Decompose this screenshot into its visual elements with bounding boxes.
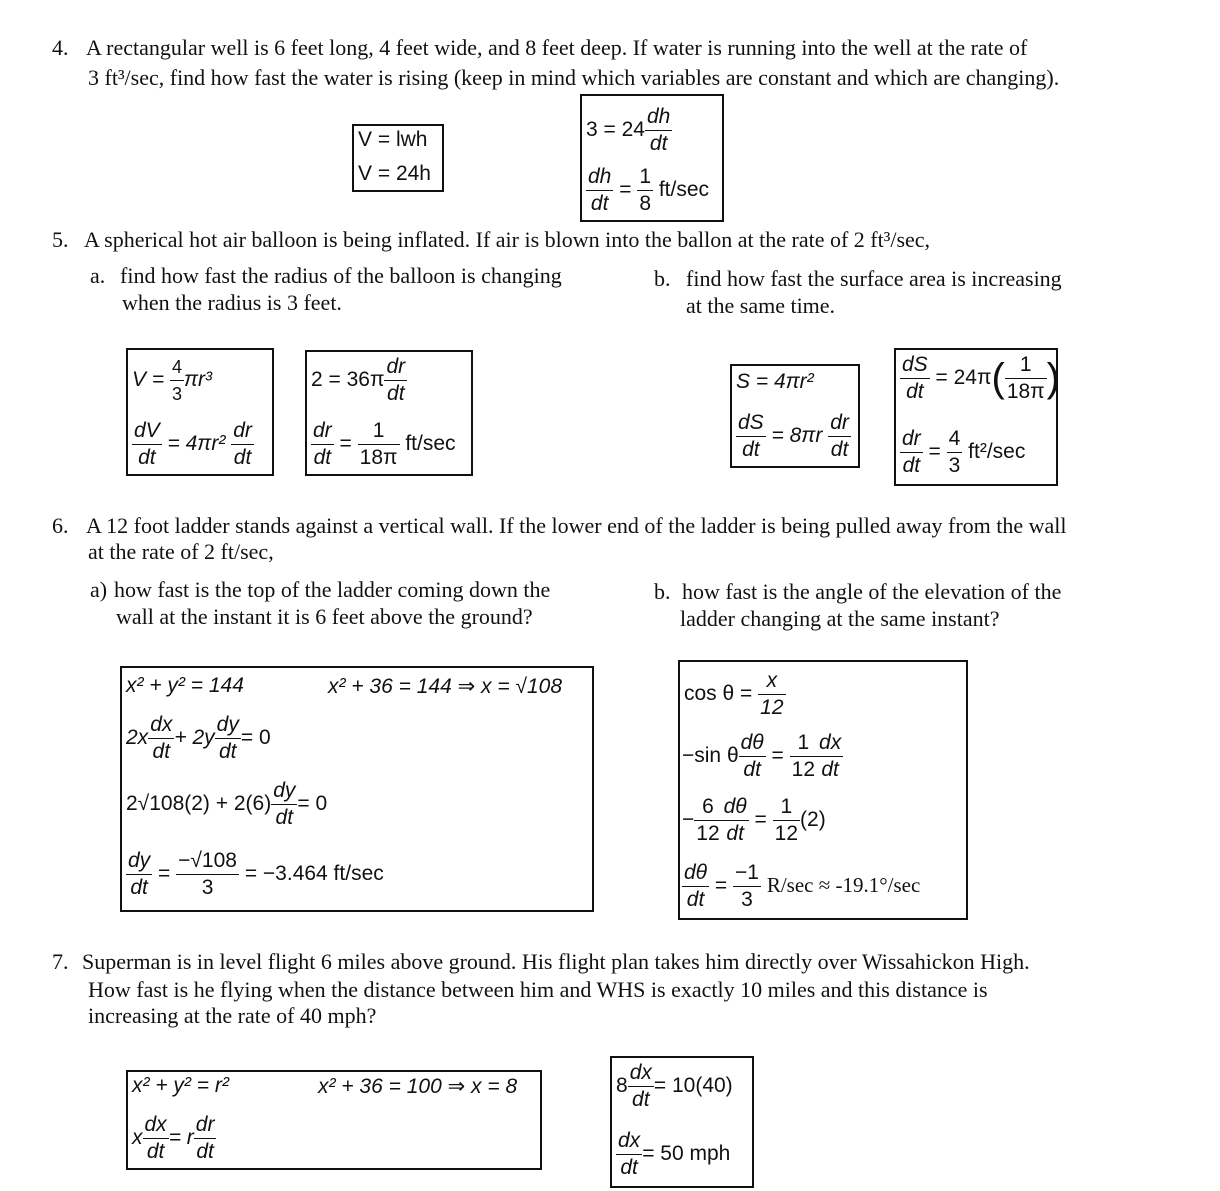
text: 8 bbox=[616, 1074, 628, 1098]
frac-den: 18π bbox=[359, 446, 398, 469]
frac-num: dS bbox=[900, 352, 930, 379]
p6-boxB-line1 bbox=[684, 668, 786, 721]
frac-num: dx bbox=[628, 1060, 654, 1087]
frac-num: 1 bbox=[637, 164, 653, 191]
frac-den: dt bbox=[632, 1088, 650, 1111]
frac-num: 1 bbox=[1005, 352, 1047, 379]
p5-part-a-line1: find how fast the radius of the balloon is changing bbox=[120, 263, 562, 288]
p6-part-b-label: b. bbox=[654, 579, 671, 604]
text: = 8πr bbox=[771, 424, 823, 448]
frac-den: 12 bbox=[760, 696, 784, 719]
p7-boxA-line1-right: x² + 36 = 100 ⇒ x = 8 bbox=[318, 1075, 518, 1098]
p6-part-b-line1: how fast is the angle of the elevation of the bbox=[682, 579, 1062, 604]
frac-num: dy bbox=[271, 778, 297, 805]
frac-den: dt bbox=[218, 740, 237, 763]
p5-box-surface-area bbox=[730, 364, 860, 468]
problem-4-number: 4. bbox=[52, 35, 69, 60]
p4-rate-line1 bbox=[586, 104, 672, 157]
problem-7-number: 7. bbox=[52, 949, 69, 974]
frac-num: dr bbox=[828, 410, 851, 437]
text: = 0 bbox=[240, 726, 271, 750]
problem-6-text-line1: A 12 foot ladder stands against a vertical wall. If the lower end of the ladder is being pulled away from the wall bbox=[86, 513, 1067, 538]
text: (2) bbox=[800, 808, 826, 832]
frac-num: dθ bbox=[739, 730, 766, 757]
p6-boxA-line3 bbox=[126, 778, 327, 831]
p6-boxA-line1-right: x² + 36 = 144 ⇒ x = √108 bbox=[328, 675, 563, 698]
text: = 24π bbox=[935, 366, 992, 390]
problem-6-text-line2: at the rate of 2 ft/sec, bbox=[88, 539, 274, 564]
p5-box-radius-rate bbox=[305, 350, 473, 476]
p6-boxA-line2 bbox=[126, 712, 271, 765]
p7-boxB-line1 bbox=[616, 1060, 733, 1113]
frac-den: dt bbox=[387, 382, 405, 405]
problem-5-text-line1: A spherical hot air balloon is being inflated. If air is blown into the ballon at the rate of 2 ft³/sec, bbox=[84, 227, 931, 252]
problem-7-text-line1: Superman is in level flight 6 miles above ground. His flight plan takes him directly over Wissahickon High. bbox=[82, 949, 1030, 974]
frac-den: 3 bbox=[171, 384, 182, 404]
problem-7-text-line2: How fast is he flying when the distance between him and WHS is exactly 10 miles and this distance is bbox=[88, 977, 988, 1002]
p7-box-speed bbox=[610, 1056, 754, 1188]
frac-num: dr bbox=[194, 1112, 217, 1139]
frac-num: dx bbox=[143, 1112, 169, 1139]
equals: = bbox=[339, 432, 352, 456]
problem-5-number: 5. bbox=[52, 227, 69, 252]
frac-den: dt bbox=[906, 380, 924, 403]
frac-den: dt bbox=[146, 1140, 165, 1163]
p7-boxB-line2 bbox=[616, 1128, 730, 1181]
p5-box4-line2 bbox=[900, 426, 1025, 479]
frac-num: x bbox=[758, 668, 785, 695]
result: R/sec ≈ -19.1°/sec bbox=[766, 873, 921, 898]
frac-num: dy bbox=[215, 712, 241, 739]
p5-box3-line2 bbox=[736, 410, 851, 463]
text: 2x bbox=[126, 726, 149, 750]
p5-box2-line2 bbox=[311, 418, 456, 471]
frac-num: 4 bbox=[170, 354, 184, 381]
p4-equation-box-volume bbox=[352, 124, 444, 192]
frac-num: dx bbox=[616, 1128, 642, 1155]
text: = r bbox=[168, 1126, 194, 1150]
p5-box3-line1: S = 4πr² bbox=[736, 370, 814, 393]
problem-4-text-line1: A rectangular well is 6 feet long, 4 feet wide, and 8 feet deep. If water is running into the well at the rate of bbox=[86, 35, 1028, 60]
frac-den: 8 bbox=[639, 192, 651, 215]
p4-eq-line: V = 24h bbox=[358, 162, 431, 185]
frac-den: dt bbox=[686, 888, 705, 911]
p5-box1-line1 bbox=[132, 354, 212, 407]
p6-part-a-line1: how fast is the top of the ladder coming down the bbox=[114, 577, 551, 602]
equals: = bbox=[714, 874, 728, 898]
p4-equation-box-rate bbox=[580, 94, 724, 222]
p6-boxB-line3 bbox=[682, 794, 826, 847]
frac-den: dt bbox=[649, 132, 668, 155]
frac-den: dt bbox=[590, 192, 609, 215]
text: cos θ = bbox=[684, 682, 753, 706]
text: V = bbox=[132, 368, 170, 392]
p5-box-surface-rate bbox=[894, 348, 1058, 486]
frac-den: dt bbox=[726, 822, 744, 845]
equals: = bbox=[928, 440, 941, 464]
p6-box-angle-rate bbox=[678, 660, 968, 920]
p4-rate-line2 bbox=[586, 164, 709, 217]
p7-boxA-line1: x² + y² = r² bbox=[132, 1074, 229, 1097]
frac-num: dr bbox=[231, 418, 254, 445]
p5-part-a-label: a. bbox=[90, 263, 106, 288]
frac-den: 3 bbox=[201, 876, 214, 899]
frac-num: −√108 bbox=[176, 848, 239, 875]
frac-num: dθ bbox=[682, 860, 709, 887]
frac-num: dh bbox=[586, 164, 613, 191]
frac-den: 12 bbox=[774, 822, 799, 845]
frac-den: dt bbox=[152, 740, 171, 763]
frac-den: 3 bbox=[948, 454, 961, 477]
frac-num: 1 bbox=[790, 730, 817, 757]
p7-boxA-line2 bbox=[132, 1112, 216, 1165]
frac-num: dy bbox=[126, 848, 152, 875]
frac-den: 12 bbox=[696, 822, 720, 845]
p5-part-b-label: b. bbox=[654, 266, 671, 291]
text: + 2y bbox=[174, 726, 215, 750]
problem-6-number: 6. bbox=[52, 513, 69, 538]
unit: ft/sec bbox=[405, 432, 456, 456]
p6-part-b-line2: ladder changing at the same instant? bbox=[680, 606, 1000, 631]
frac-den: dt bbox=[233, 446, 252, 469]
text: πr³ bbox=[183, 368, 213, 392]
frac-num: dr bbox=[311, 418, 334, 445]
problem-4-text-line2: 3 ft³/sec, find how fast the water is rising (keep in mind which variables are constant and which are changing). bbox=[88, 65, 1060, 90]
p5-part-a-line2: when the radius is 3 feet. bbox=[122, 290, 342, 315]
p6-part-a-line2: wall at the instant it is 6 feet above the ground? bbox=[116, 604, 533, 629]
frac-den: 3 bbox=[741, 888, 753, 911]
text: 2 = 36π bbox=[311, 368, 385, 392]
frac-num: dV bbox=[132, 418, 162, 445]
text: − bbox=[682, 808, 695, 832]
frac-num: dx bbox=[817, 730, 843, 757]
frac-den: dt bbox=[196, 1140, 214, 1163]
frac-num: 1 bbox=[358, 418, 400, 445]
p5-box-volume bbox=[126, 348, 274, 476]
unit: ft/sec bbox=[658, 178, 710, 202]
p6-box-ladder-height bbox=[120, 666, 594, 912]
text: = 50 mph bbox=[642, 1142, 731, 1166]
frac-den: dt bbox=[138, 446, 156, 469]
frac-num: dS bbox=[736, 410, 766, 437]
text: x bbox=[132, 1126, 143, 1150]
text: = 4πr² bbox=[167, 432, 226, 456]
frac-den: dt bbox=[743, 758, 761, 781]
p6-boxB-line2 bbox=[682, 730, 843, 783]
text: −sin θ bbox=[682, 744, 739, 768]
p4-rate-lhs: 3 = 24 bbox=[586, 118, 645, 142]
frac-num: dx bbox=[148, 712, 174, 739]
unit: ft²/sec bbox=[968, 440, 1026, 464]
frac-den: dt bbox=[830, 438, 849, 461]
p6-boxA-line1: x² + y² = 144 bbox=[126, 674, 244, 697]
frac-num: −1 bbox=[733, 860, 761, 887]
result: = −3.464 ft/sec bbox=[244, 862, 384, 886]
text: = 0 bbox=[297, 792, 328, 816]
frac-den: dt bbox=[821, 758, 839, 781]
p5-part-b-line2: at the same time. bbox=[686, 293, 836, 318]
p6-part-a-label: a) bbox=[90, 577, 108, 602]
equals: = bbox=[619, 178, 632, 202]
frac-den: 18π bbox=[1006, 380, 1045, 403]
p5-box1-line2 bbox=[132, 418, 254, 471]
frac-num: dr bbox=[900, 426, 923, 453]
p5-box4-line1 bbox=[900, 352, 1060, 405]
equals: = bbox=[158, 862, 171, 886]
problem-7-text-line3: increasing at the rate of 40 mph? bbox=[88, 1003, 377, 1028]
equals: = bbox=[754, 808, 767, 832]
p5-box2-line1 bbox=[311, 354, 407, 407]
frac-num: 1 bbox=[773, 794, 800, 821]
frac-num: 6 bbox=[694, 794, 721, 821]
frac-den: dt bbox=[902, 454, 921, 477]
frac-den: dt bbox=[742, 438, 760, 461]
p6-boxB-line4 bbox=[682, 860, 920, 913]
paren: ) bbox=[1046, 356, 1060, 400]
p7-box-distance bbox=[126, 1070, 542, 1170]
p6-boxA-line4 bbox=[126, 848, 384, 901]
frac-num: dr bbox=[384, 354, 407, 381]
frac-den: dt bbox=[313, 446, 332, 469]
frac-den: dt bbox=[130, 876, 148, 899]
frac-den: dt bbox=[620, 1156, 638, 1179]
p5-part-b-line1: find how fast the surface area is increasing bbox=[686, 266, 1062, 291]
frac-num: dθ bbox=[722, 794, 749, 821]
p4-eq-line: V = lwh bbox=[358, 128, 428, 151]
paren: ( bbox=[991, 356, 1005, 400]
equals: = bbox=[771, 744, 784, 768]
text: = 10(40) bbox=[653, 1074, 733, 1098]
frac-num: dh bbox=[645, 104, 672, 131]
frac-den: dt bbox=[275, 806, 294, 829]
frac-num: 4 bbox=[947, 426, 963, 453]
frac-den: 12 bbox=[791, 758, 816, 781]
text: 2√108(2) + 2(6) bbox=[126, 792, 272, 816]
